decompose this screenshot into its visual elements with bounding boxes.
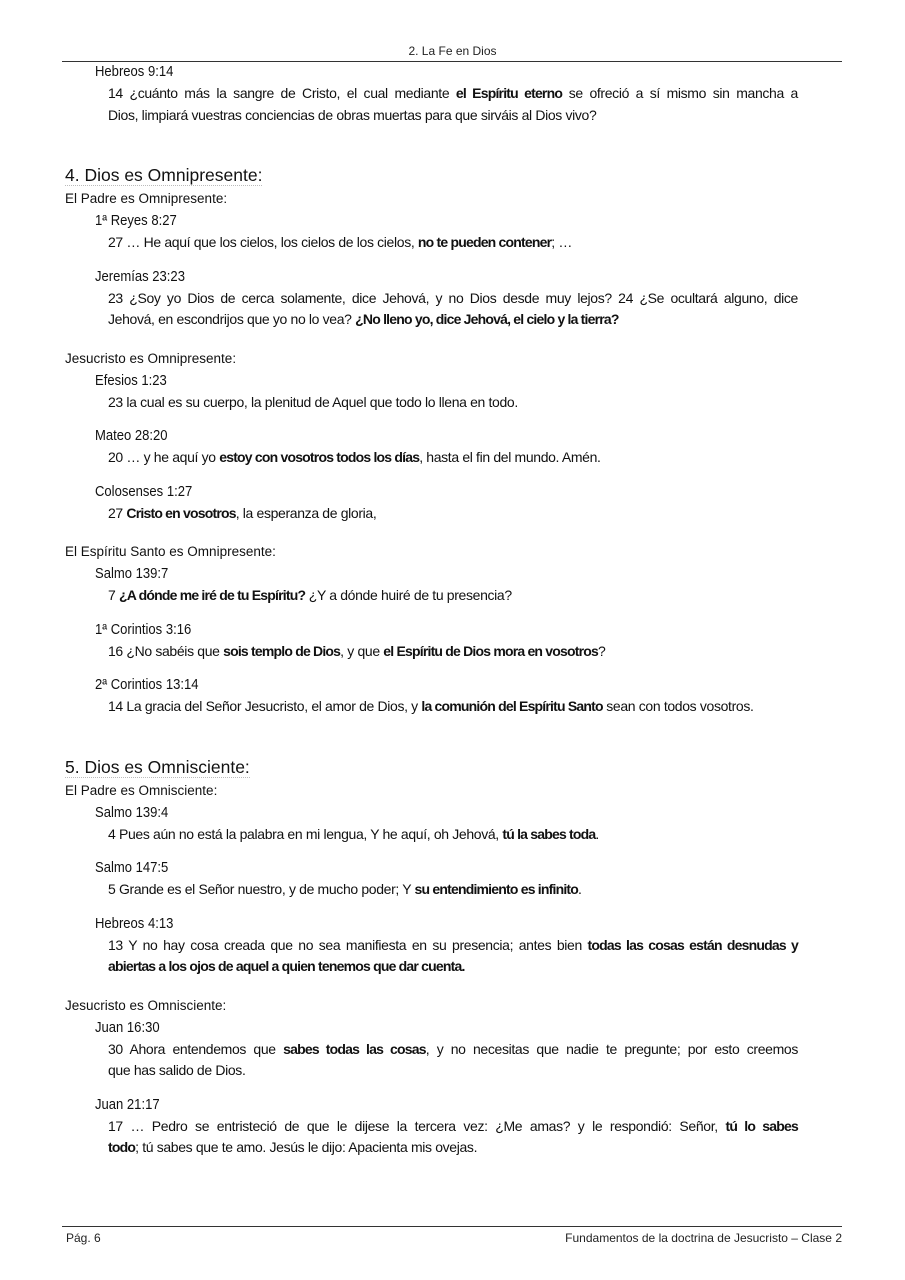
emphasized-text: su entendimiento es infinito (414, 881, 579, 897)
verse-line (108, 447, 798, 469)
verse-text (108, 879, 798, 901)
emphasized-text: tú lo sabes (725, 1117, 798, 1134)
emphasized-text: todas las cosas están desnudas y (587, 936, 798, 953)
scripture-passage (95, 425, 800, 469)
scripture-reference: Hebreos 4:13 (95, 915, 174, 932)
verse-text (108, 1039, 798, 1082)
scripture-passage (95, 802, 800, 846)
emphasized-text: tú la sabes toda (502, 825, 596, 842)
verse-segment: Jehová, en escondrijos que yo no lo vea? (108, 311, 356, 327)
scripture-passage (95, 619, 800, 663)
verse-line (108, 696, 798, 718)
verse-line (108, 935, 798, 957)
scripture-reference: 1ª Corintios 3:16 (95, 621, 192, 638)
subsection-heading: El Padre es Omnipresente: (65, 191, 228, 206)
scripture-reference: Jeremías 23:23 (95, 268, 185, 285)
verse-segment: 23 ¿Soy yo Dios de cerca solamente, dice Jehová, y no Dios desde muy lejos? 24 ¿Se ocultará alguno, dice (108, 289, 798, 306)
emphasized-text: estoy con vosotros todos los días (219, 449, 420, 465)
verse-line (108, 83, 798, 105)
scripture-passage (95, 370, 800, 414)
verse-line (108, 288, 798, 310)
subsection-heading: El Padre es Omnisciente: (65, 782, 218, 798)
scripture-passage (95, 61, 800, 126)
scripture-passage (95, 481, 800, 525)
verse-segment: ; … (551, 234, 572, 250)
verse-line (108, 503, 798, 525)
emphasized-text: el Espíritu de Dios mora en vosotros (383, 642, 599, 659)
subsection-heading: Jesucristo es Omnipresente: (65, 350, 237, 366)
scripture-passage (95, 913, 800, 978)
scripture-passage (95, 210, 800, 254)
verse-segment: ? (598, 642, 606, 659)
emphasized-text: ¿A dónde me iré de tu Espíritu? (118, 587, 306, 603)
course-title: Fundamentos de la doctrina de Jesucristo – Clase 2 (565, 1231, 842, 1245)
emphasized-text: todo (108, 1139, 136, 1155)
page-number: Pág. 6 (66, 1231, 101, 1245)
verse-segment: 13 Y no hay cosa creada que no sea manifiesta en su presencia; antes bien (108, 936, 588, 953)
verse-segment: , la esperanza de gloria, (235, 504, 377, 521)
verse-line (108, 641, 798, 663)
verse-segment: 20 … y he aquí yo (108, 449, 220, 465)
scripture-passage (95, 266, 800, 331)
verse-segment: 27 (108, 504, 127, 521)
emphasized-text: el Espíritu eterno (455, 85, 563, 101)
scripture-reference: Hebreos 9:14 (95, 64, 174, 80)
scripture-passage (95, 1094, 800, 1159)
verse-line (108, 309, 798, 331)
verse-text (108, 935, 798, 978)
verse-line (108, 392, 798, 414)
verse-segment: 4 Pues aún no está la palabra en mi lengua, Y he aquí, oh Jehová, (108, 825, 503, 842)
emphasized-text: sabes todas las cosas (283, 1040, 426, 1057)
emphasized-text: abiertas a los ojos de aquel a quien tenemos que dar cuenta. (108, 958, 465, 974)
verse-text (108, 824, 798, 846)
verse-text (108, 447, 798, 469)
scripture-reference: 2ª Corintios 13:14 (95, 677, 199, 693)
scripture-passage (95, 674, 800, 718)
verse-line (108, 105, 798, 127)
verse-segment: 14 ¿cuánto más la sangre de Cristo, el cual mediante (108, 85, 456, 101)
verse-line (108, 232, 798, 254)
verse-line (108, 879, 798, 901)
verse-text (108, 392, 798, 414)
scripture-passage (95, 857, 800, 901)
footer-rule (62, 1226, 842, 1227)
scripture-reference: Salmo 147:5 (95, 860, 169, 876)
verse-line (108, 585, 798, 607)
running-header: 2. La Fe en Dios (408, 44, 497, 58)
emphasized-text: Cristo en vosotros (126, 504, 236, 521)
verse-segment: . (578, 881, 582, 897)
verse-segment: sean con todos vosotros. (602, 698, 754, 714)
verse-segment: 7 (108, 587, 119, 603)
section-heading (65, 162, 800, 188)
verse-segment: que has salido de Dios. (108, 1062, 246, 1078)
emphasized-text: no te pueden contener (417, 234, 552, 250)
verse-text (108, 288, 798, 331)
section-heading-text: 4. Dios es Omnipresente: (65, 165, 263, 185)
verse-segment: 30 Ahora entendemos que (108, 1040, 284, 1057)
scripture-reference: 1ª Reyes 8:27 (95, 213, 177, 229)
verse-segment: 17 … Pedro se entristeció de que le dijese la tercera vez: ¿Me amas? y le respondió: Señor, (108, 1117, 726, 1134)
verse-line (108, 1060, 798, 1082)
scripture-reference: Efesios 1:23 (95, 372, 167, 389)
verse-segment: , hasta el fin del mundo. Amén. (419, 449, 601, 465)
verse-text (108, 1116, 798, 1159)
verse-text (108, 503, 798, 525)
scripture-passage (95, 1017, 800, 1082)
verse-line (108, 1116, 798, 1138)
verse-segment: 14 La gracia del Señor Jesucristo, el amor de Dios, y (108, 698, 422, 714)
emphasized-text: sois templo de Dios (223, 642, 341, 659)
verse-segment: , y que (340, 642, 384, 659)
section-heading (65, 754, 800, 780)
verse-line (108, 956, 798, 978)
scripture-reference: Colosenses 1:27 (95, 483, 193, 500)
emphasized-text: la comunión del Espíritu Santo (421, 698, 603, 714)
verse-segment: , y no necesitas que nadie te pregunte; por esto creemos (425, 1040, 799, 1057)
verse-segment: ; tú sabes que te amo. Jesús le dijo: Apacienta mis ovejas. (135, 1139, 478, 1155)
scripture-reference: Salmo 139:7 (95, 566, 169, 582)
verse-segment: . (595, 825, 599, 842)
subsection-heading: El Espíritu Santo es Omnipresente: (65, 544, 276, 559)
verse-line (108, 1137, 798, 1159)
verse-segment: 16 ¿No sabéis que (108, 642, 224, 659)
verse-segment: Dios, limpiará vuestras conciencias de obras muertas para que sirváis al Dios vivo? (108, 106, 597, 123)
verse-text (108, 232, 798, 254)
subsection-heading: Jesucristo es Omnisciente: (65, 997, 227, 1013)
scripture-reference: Mateo 28:20 (95, 428, 168, 444)
emphasized-text: ¿No lleno yo, dice Jehová, el cielo y la tierra? (355, 311, 619, 327)
scripture-reference: Juan 21:17 (95, 1096, 160, 1113)
verse-text (108, 696, 798, 718)
verse-line (108, 824, 798, 846)
verse-segment: ¿Y a dónde huiré de tu presencia? (305, 587, 512, 603)
verse-line (108, 1039, 798, 1061)
scripture-passage (95, 563, 800, 607)
scripture-reference: Juan 16:30 (95, 1019, 160, 1036)
page-body (65, 61, 800, 1171)
verse-text (108, 585, 798, 607)
verse-segment: 23 la cual es su cuerpo, la plenitud de Aquel que todo lo llena en todo. (108, 393, 518, 410)
section-heading-text: 5. Dios es Omnisciente: (65, 756, 250, 777)
verse-text (108, 83, 798, 126)
scripture-reference: Salmo 139:4 (95, 804, 169, 821)
verse-segment: 5 Grande es el Señor nuestro, y de mucho poder; Y (108, 881, 415, 897)
verse-segment: 27 … He aquí que los cielos, los cielos de los cielos, (108, 234, 418, 250)
verse-segment: se ofreció a sí mismo sin mancha a (562, 85, 798, 101)
verse-text (108, 641, 798, 663)
